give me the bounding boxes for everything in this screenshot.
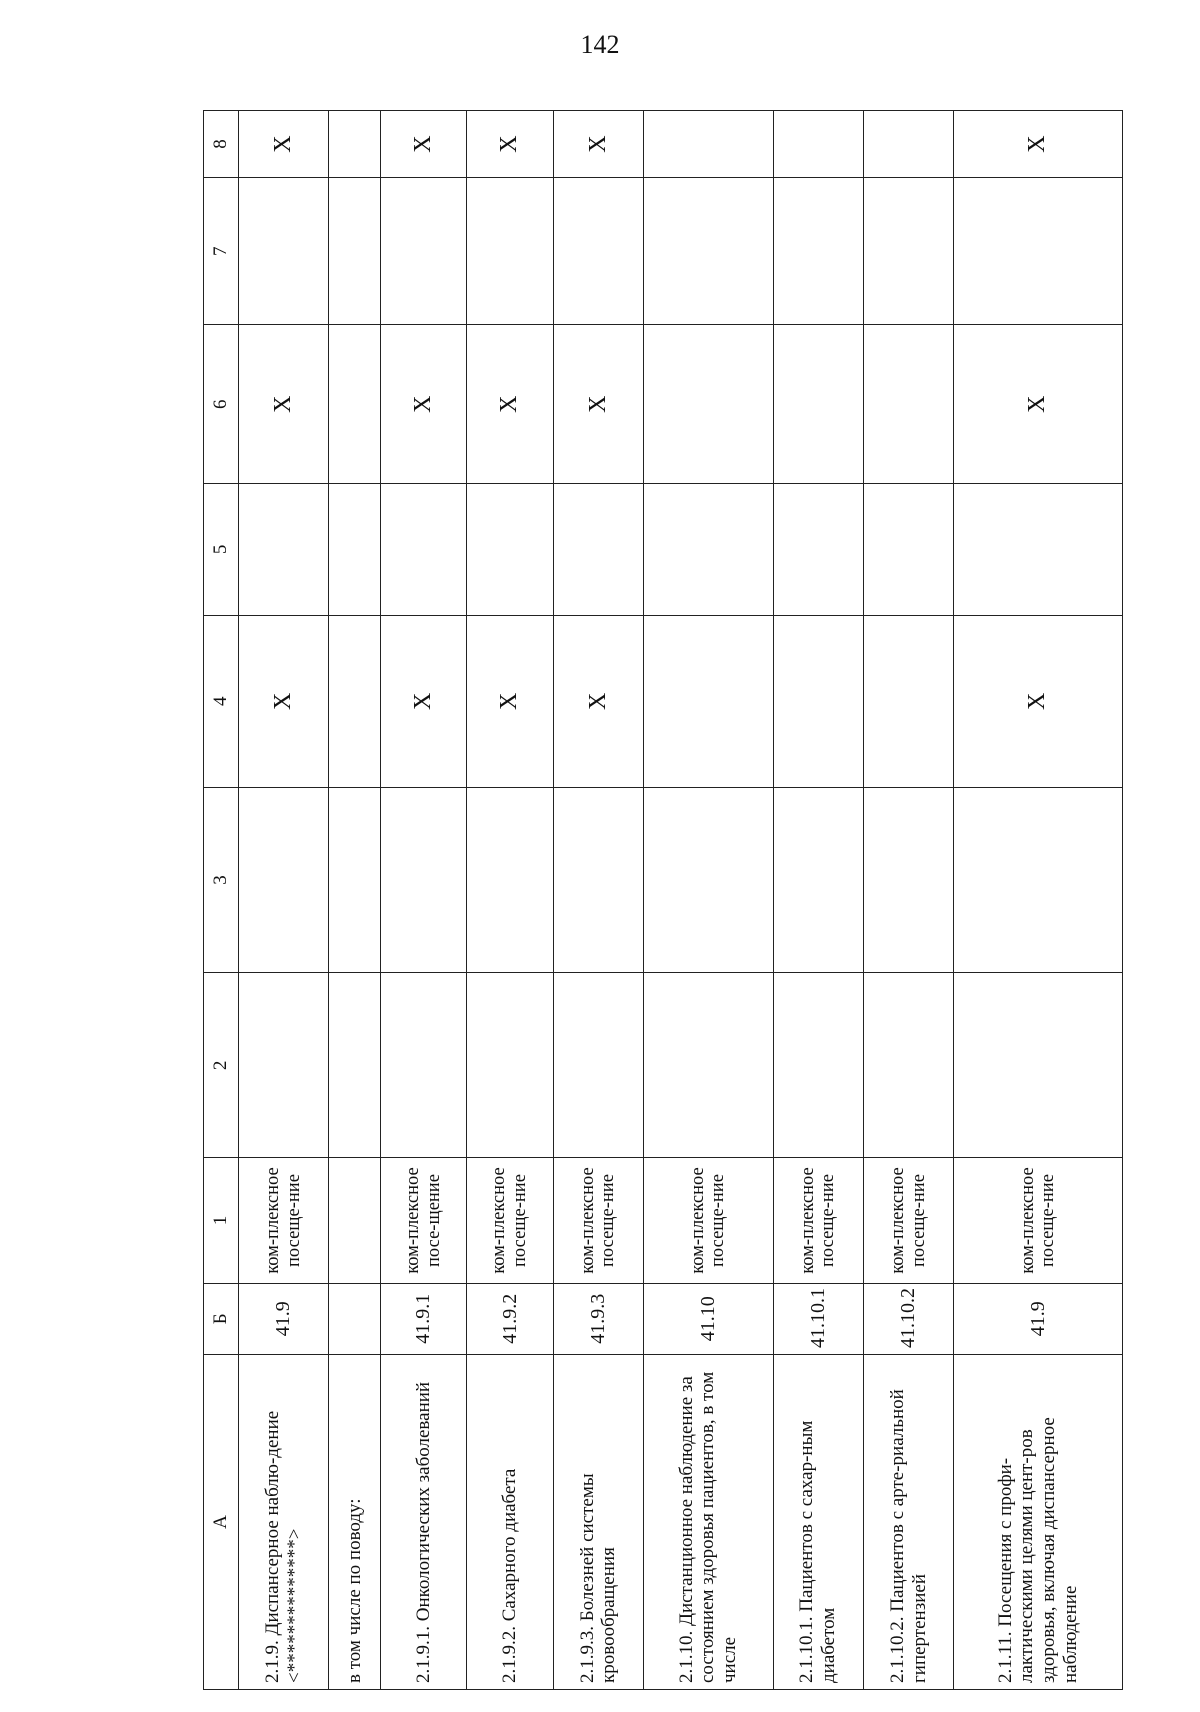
- table-row: [239, 111, 329, 1690]
- cell-col-6: X: [239, 325, 329, 484]
- table-row: [329, 111, 380, 1690]
- row-code: 41.9: [954, 1283, 1123, 1354]
- table-row: [467, 111, 553, 1690]
- row-label: 2.1.9.3. Болезней системы кровообращения: [553, 1355, 643, 1690]
- cell-col-5: [380, 484, 466, 616]
- row-unit: ком-плексное посеще-ние: [467, 1158, 553, 1283]
- column-header: 5: [204, 484, 239, 616]
- row-label: 2.1.9.1. Онкологических заболеваний: [380, 1355, 466, 1690]
- row-unit: ком-плексное посеще-ние: [239, 1158, 329, 1283]
- cell-col-2: [644, 973, 773, 1158]
- column-header: 6: [204, 325, 239, 484]
- cell-col-7: [773, 178, 863, 325]
- row-code: 41.9.1: [380, 1283, 466, 1354]
- cell-col-8: [773, 111, 863, 178]
- row-unit: ком-плексное посе-щение: [380, 1158, 466, 1283]
- row-code: 41.9.3: [553, 1283, 643, 1354]
- cell-col-7: [467, 178, 553, 325]
- cell-col-8: [644, 111, 773, 178]
- cell-col-8: X: [954, 111, 1123, 178]
- cell-col-4: X: [954, 615, 1123, 787]
- cell-col-4: X: [467, 615, 553, 787]
- cell-col-7: [954, 178, 1123, 325]
- table-row: [553, 111, 643, 1690]
- row-label: в том числе по поводу:: [329, 1355, 380, 1690]
- cell-col-8: X: [239, 111, 329, 178]
- column-header: 7: [204, 178, 239, 325]
- column-header: 8: [204, 111, 239, 178]
- column-header: 3: [204, 787, 239, 972]
- cell-col-2: [553, 973, 643, 1158]
- cell-col-4: [329, 615, 380, 787]
- cell-col-7: [644, 178, 773, 325]
- row-label: 2.1.9.2. Сахарного диабета: [467, 1355, 553, 1690]
- row-code: 41.9: [239, 1283, 329, 1354]
- table-row: [773, 111, 863, 1690]
- rotated-table-container: [203, 110, 1123, 1690]
- cell-col-4: X: [239, 615, 329, 787]
- cell-col-2: [467, 973, 553, 1158]
- cell-col-5: [954, 484, 1123, 616]
- cell-col-7: [239, 178, 329, 325]
- cell-col-3: [954, 787, 1123, 972]
- cell-col-7: [553, 178, 643, 325]
- row-unit: ком-плексное посеще-ние: [864, 1158, 954, 1283]
- column-header: Б: [204, 1283, 239, 1354]
- cell-col-2: [954, 973, 1123, 1158]
- cell-col-5: [864, 484, 954, 616]
- cell-col-2: [329, 973, 380, 1158]
- cell-col-4: [864, 615, 954, 787]
- cell-col-5: [644, 484, 773, 616]
- cell-col-6: [644, 325, 773, 484]
- cell-col-7: [864, 178, 954, 325]
- cell-col-5: [329, 484, 380, 616]
- cell-col-8: [329, 111, 380, 178]
- cell-col-5: [773, 484, 863, 616]
- row-unit: [329, 1158, 380, 1283]
- cell-col-3: [864, 787, 954, 972]
- cell-col-3: [644, 787, 773, 972]
- cell-col-6: [864, 325, 954, 484]
- cell-col-6: [329, 325, 380, 484]
- header-row: [204, 111, 239, 1690]
- cell-col-5: [239, 484, 329, 616]
- table-row: [644, 111, 773, 1690]
- page-number: 142: [580, 30, 620, 59]
- row-code: 41.10.2: [864, 1283, 954, 1354]
- row-label: 2.1.11. Посещения с профи-лактическими целями цент-ров здоровья, включая диспансерное наблюдение: [954, 1355, 1123, 1690]
- cell-col-2: [239, 973, 329, 1158]
- row-code: 41.10: [644, 1283, 773, 1354]
- row-label: 2.1.10.2. Пациентов с арте-риальной гипертензией: [864, 1355, 954, 1690]
- cell-col-6: X: [553, 325, 643, 484]
- cell-col-2: [864, 973, 954, 1158]
- cell-col-3: [380, 787, 466, 972]
- cell-col-6: [773, 325, 863, 484]
- row-unit: ком-плексное посеще-ние: [644, 1158, 773, 1283]
- cell-col-6: X: [467, 325, 553, 484]
- row-unit: ком-плексное посеще-ние: [773, 1158, 863, 1283]
- cell-col-3: [329, 787, 380, 972]
- cell-col-2: [380, 973, 466, 1158]
- row-label: 2.1.10. Дистанционное наблюдение за состоянием здоровья пациентов, в том числе: [644, 1355, 773, 1690]
- cell-col-7: [329, 178, 380, 325]
- cell-col-8: [864, 111, 954, 178]
- table-row: [864, 111, 954, 1690]
- cell-col-3: [553, 787, 643, 972]
- cell-col-4: [644, 615, 773, 787]
- cell-col-6: X: [954, 325, 1123, 484]
- cell-col-7: [380, 178, 466, 325]
- cell-col-8: X: [380, 111, 466, 178]
- column-header: А: [204, 1355, 239, 1690]
- row-label: 2.1.10.1. Пациентов с сахар-ным диабетом: [773, 1355, 863, 1690]
- data-table: [203, 110, 1123, 1690]
- cell-col-4: [773, 615, 863, 787]
- cell-col-8: X: [467, 111, 553, 178]
- column-header: 1: [204, 1158, 239, 1283]
- cell-col-4: X: [553, 615, 643, 787]
- cell-col-3: [467, 787, 553, 972]
- column-header: 2: [204, 973, 239, 1158]
- cell-col-3: [239, 787, 329, 972]
- cell-col-2: [773, 973, 863, 1158]
- cell-col-3: [773, 787, 863, 972]
- table-row: [954, 111, 1123, 1690]
- cell-col-5: [467, 484, 553, 616]
- cell-col-4: X: [380, 615, 466, 787]
- row-unit: ком-плексное посеще-ние: [954, 1158, 1123, 1283]
- row-code: [329, 1283, 380, 1354]
- row-code: 41.9.2: [467, 1283, 553, 1354]
- row-code: 41.10.1: [773, 1283, 863, 1354]
- table-row: [380, 111, 466, 1690]
- row-unit: ком-плексное посеще-ние: [553, 1158, 643, 1283]
- column-header: 4: [204, 615, 239, 787]
- cell-col-5: [553, 484, 643, 616]
- cell-col-8: X: [553, 111, 643, 178]
- row-label: 2.1.9. Диспансерное наблю-дение <**************>: [239, 1355, 329, 1690]
- cell-col-6: X: [380, 325, 466, 484]
